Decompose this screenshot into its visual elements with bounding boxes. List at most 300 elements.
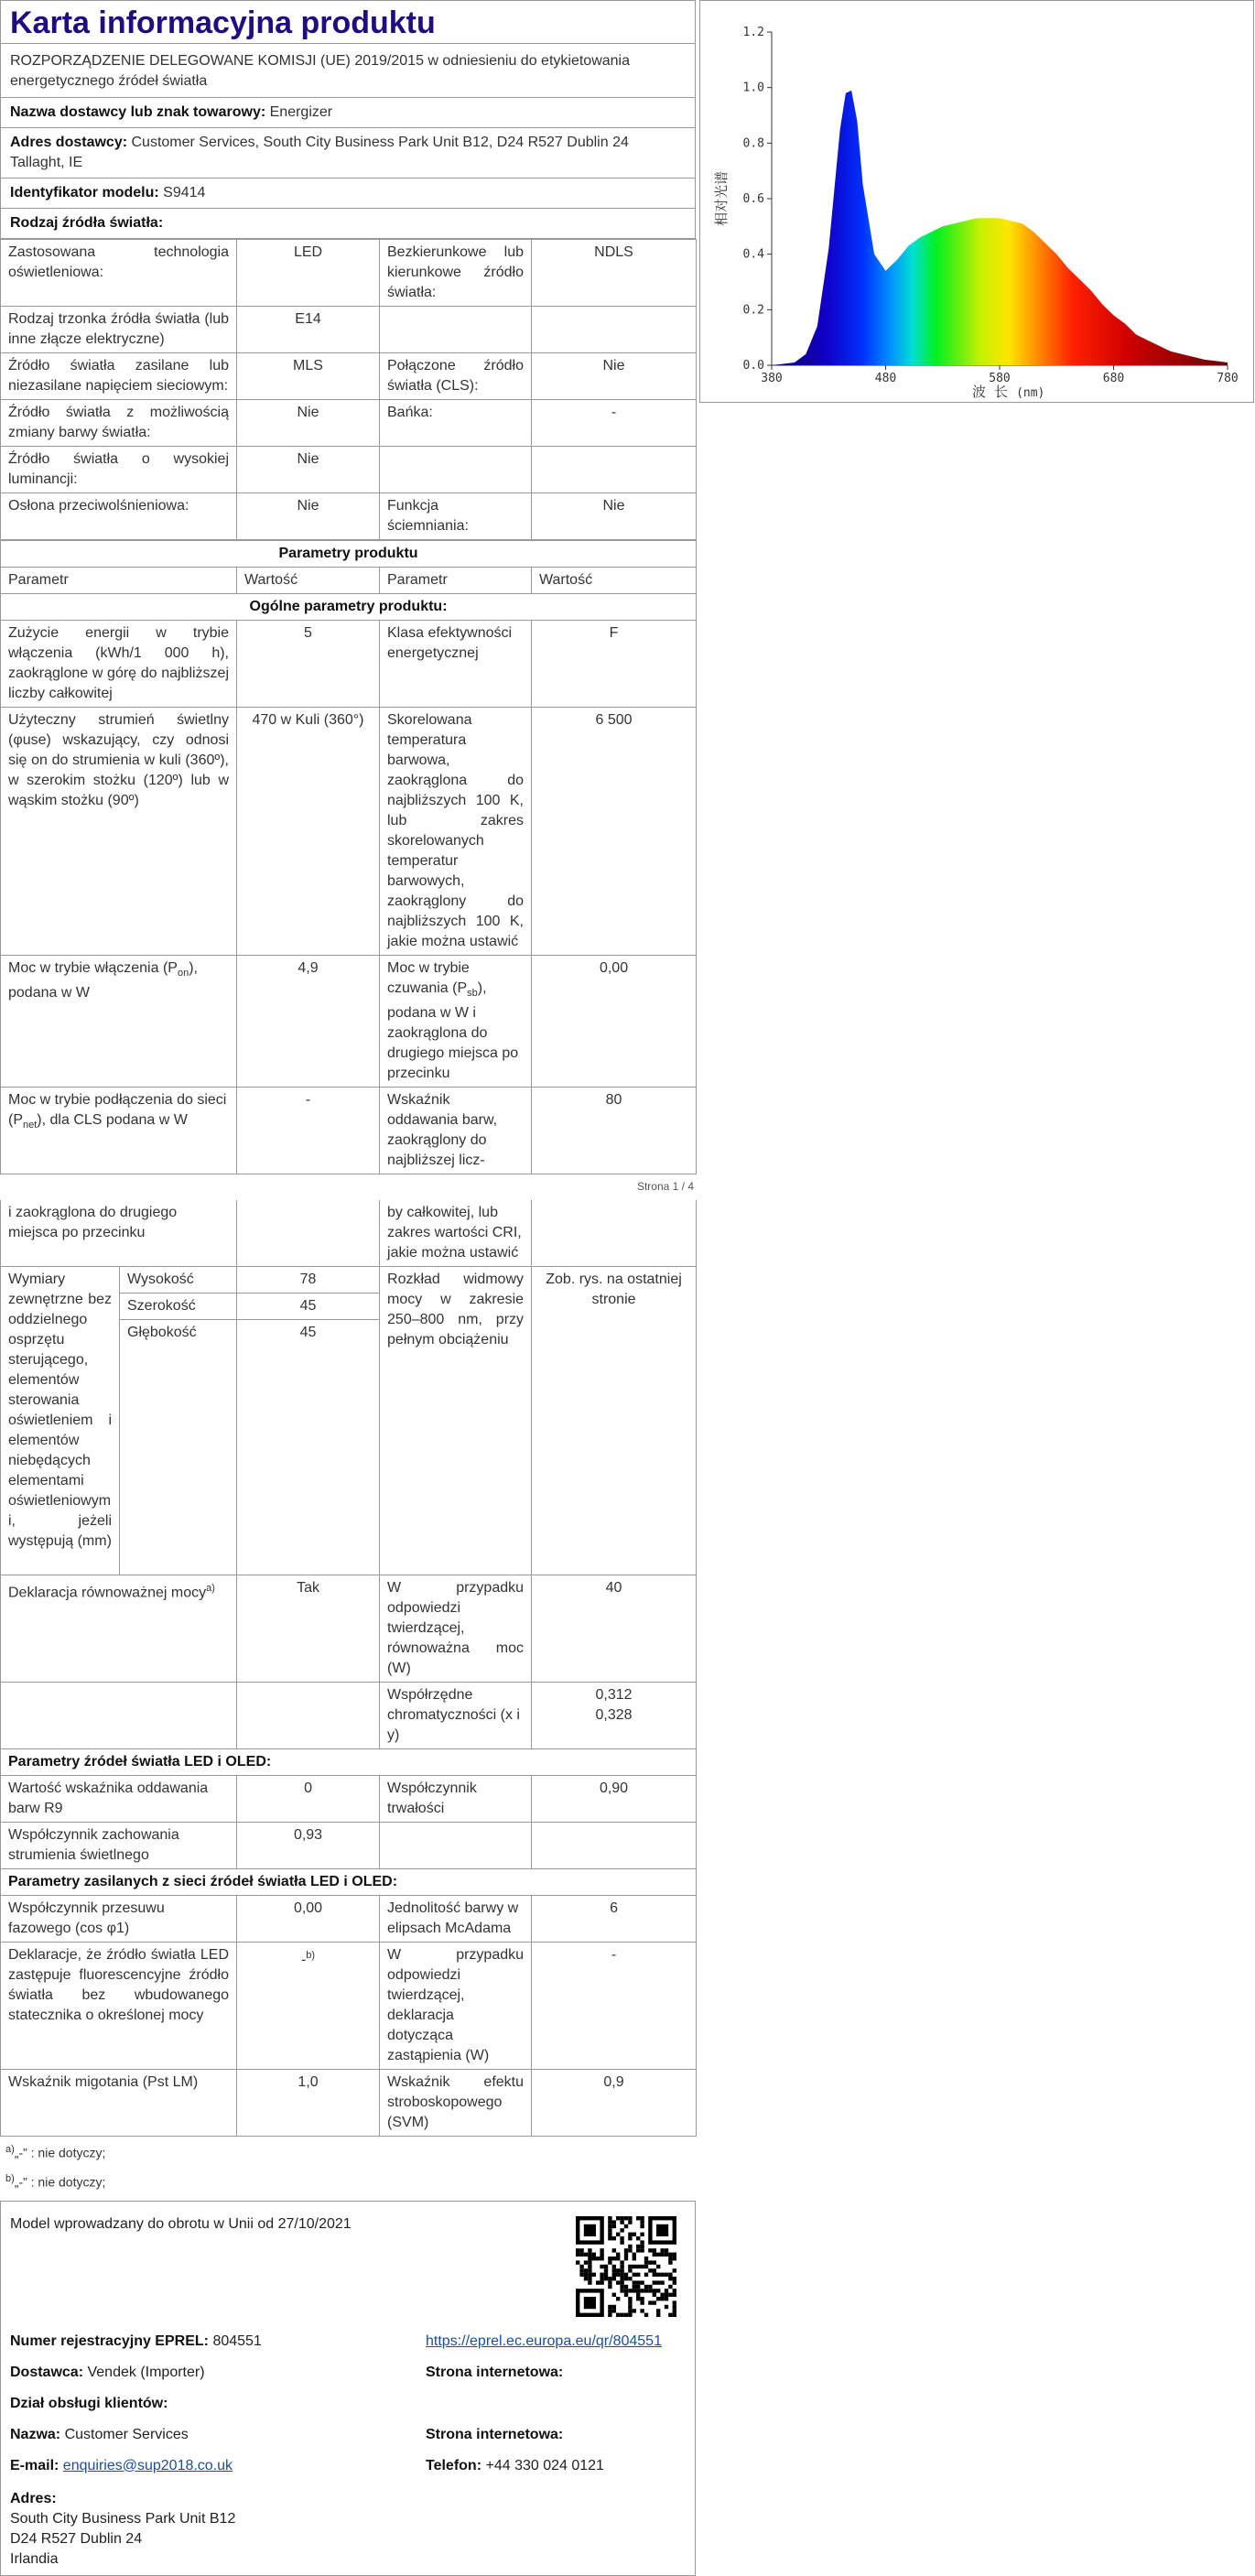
lum-empty-2: [532, 1823, 697, 1869]
qr-module: [616, 2312, 620, 2316]
qr-module: [648, 2248, 652, 2252]
spd-label: Rozkład widmowy mocy w zakresie 250–800 nm, przy pełnym obciążeniu: [380, 1267, 532, 1575]
qr-module: [612, 2224, 616, 2227]
dostawca-value: Vendek (Importer): [87, 2364, 205, 2380]
chroma-value: [532, 1683, 697, 1749]
depth-label: Głębokość: [120, 1320, 237, 1575]
flux-row: [1, 708, 697, 956]
cri-value: 80: [532, 1088, 697, 1174]
qr-module: [620, 2228, 623, 2232]
qr-module: [653, 2268, 656, 2272]
qr-module: [640, 2289, 644, 2292]
qr-module: [579, 2252, 583, 2256]
addr-line3: Irlandia: [10, 2550, 59, 2567]
type-header: [1, 208, 695, 238]
type-row-label: Rodzaj trzonka źródła światła (lub inne złącze elektryczne): [1, 307, 237, 353]
qr-module: [620, 2220, 623, 2224]
qr-module: [636, 2280, 640, 2284]
equiv-row: [1, 1575, 697, 1683]
cct-value: 6 500: [532, 708, 697, 956]
qr-module: [608, 2216, 611, 2220]
spectrum-chart: [699, 0, 1254, 403]
qr-module: [653, 2248, 656, 2252]
chroma-empty-2: [237, 1683, 380, 1749]
qr-module: [596, 2280, 600, 2284]
market-date: Model wprowadzany do obrotu w Unii od 27/10/2021: [10, 2215, 352, 2232]
equiv-w-value: 40: [532, 1575, 697, 1683]
qr-module: [620, 2280, 623, 2284]
pnet-sub: net: [23, 1120, 38, 1131]
qr-module: [673, 2312, 676, 2316]
x-tick-label: 580: [989, 372, 1011, 385]
chroma-empty-1: [1, 1683, 237, 1749]
type-header-label: Rodzaj źródła światła:: [10, 215, 164, 231]
qr-module: [624, 2289, 628, 2292]
lum-label: Współczynnik zachowania strumienia świetlnego: [1, 1823, 237, 1869]
qr-module: [620, 2236, 623, 2240]
qr-module: [656, 2224, 668, 2235]
qr-module: [644, 2284, 648, 2288]
qr-module: [673, 2309, 676, 2312]
energy-value: 5: [237, 621, 380, 708]
qr-module: [656, 2272, 660, 2276]
qr-module: [644, 2312, 648, 2316]
equiv-label-text: Deklaracja równoważnej mocy: [8, 1585, 207, 1601]
params-header-row: [1, 541, 697, 568]
qr-module: [673, 2277, 676, 2280]
width-label: Szerokość: [120, 1293, 237, 1320]
qr-module: [628, 2309, 632, 2312]
type-row-value-2: [532, 307, 697, 353]
qr-module: [660, 2280, 664, 2284]
qr-module: [656, 2264, 660, 2268]
qr-module: [648, 2284, 652, 2288]
params-table: [0, 540, 697, 1174]
type-row-value: Nie: [237, 493, 380, 540]
qr-module: [624, 2252, 628, 2256]
type-row: [1, 493, 697, 540]
equiv-value: Tak: [237, 1575, 380, 1683]
type-row-label: Źródło światła z możliwością zmiany barwy światła:: [1, 400, 237, 447]
qr-module: [628, 2236, 632, 2240]
flux-label: Użyteczny strumień świetlny (φuse) wskazujący, czy odnosi się on do strumienia w kuli (360º), w szerokim stożku (120º) lub w wąskim stożku (90º): [1, 708, 237, 956]
qr-module: [616, 2232, 620, 2235]
qr-module: [640, 2248, 644, 2252]
pnet-value: -: [237, 1088, 380, 1174]
qr-module: [620, 2289, 623, 2292]
type-row-label-2: [380, 307, 532, 353]
lum-empty-1: [380, 1823, 532, 1869]
qr-module: [636, 2284, 640, 2288]
qr-module: [612, 2272, 616, 2276]
power-row: [1, 956, 697, 1088]
addr-line2: D24 R527 Dublin 24: [10, 2530, 143, 2547]
col-value-1: Wartość: [237, 568, 380, 594]
type-row-label-2: [380, 447, 532, 493]
qr-module: [668, 2284, 672, 2288]
qr-module: [620, 2268, 623, 2272]
qr-module: [612, 2304, 616, 2308]
page-break: [0, 1174, 696, 1200]
qr-module: [660, 2272, 664, 2276]
qr-module: [653, 2260, 656, 2264]
type-row-value-2: NDLS: [532, 240, 697, 307]
psb-sub: sb: [467, 988, 478, 1000]
supplier-info-box: [0, 2201, 696, 2576]
qr-module: [628, 2244, 632, 2247]
fluo-value-text: -: [300, 1952, 307, 1968]
y-tick-label: 0.4: [742, 247, 764, 262]
qr-module: [608, 2260, 611, 2264]
email-label: E-mail:: [10, 2457, 60, 2473]
qr-module: [620, 2264, 623, 2268]
qr-module: [644, 2264, 648, 2268]
header-box: [0, 0, 696, 239]
qr-module: [668, 2260, 672, 2264]
qr-module: [608, 2232, 611, 2235]
name-row: [10, 2427, 189, 2443]
qr-module: [624, 2272, 628, 2276]
dostawca-label: Dostawca:: [10, 2364, 84, 2380]
dims-row-height: [1, 1267, 697, 1293]
fluo-label: Deklaracje, że źródło światła LED zastępuje fluorescencyjne źródło światła bez wbudowanego statecznika o określonej mocy: [1, 1943, 237, 2070]
type-row-value: Nie: [237, 447, 380, 493]
mcadam-value: 6: [532, 1896, 697, 1943]
lum-value: 0,93: [237, 1823, 380, 1869]
pnet-cont-label: i zaokrąglona do drugiego miejsca po przecinku: [1, 1200, 237, 1267]
general-header-row: [1, 594, 697, 621]
qr-module: [633, 2232, 636, 2235]
depth-value: 45: [237, 1320, 380, 1575]
model-row: [1, 178, 695, 208]
qr-module: [633, 2289, 636, 2292]
qr-module: [628, 2216, 632, 2220]
qr-module: [584, 2277, 588, 2280]
type-row-value-2: -: [532, 400, 697, 447]
qr-module: [628, 2264, 632, 2268]
qr-module: [640, 2309, 644, 2312]
chroma-row: [1, 1683, 697, 1749]
qr-module: [636, 2292, 640, 2296]
fluo-claim-value: -: [532, 1943, 697, 2070]
qr-module: [665, 2289, 668, 2292]
qr-module: [656, 2312, 660, 2316]
eprel-label: Numer rejestracyjny EPREL:: [10, 2332, 209, 2349]
class-value: F: [532, 621, 697, 708]
type-row-label-2: Bezkierunkowe lub kierunkowe źródło światła:: [380, 240, 532, 307]
supplier-value: Energizer: [269, 104, 333, 120]
email-link[interactable]: enquiries@sup2018.co.uk: [62, 2457, 233, 2473]
qr-module: [624, 2277, 628, 2280]
chroma-y: 0,328: [595, 1707, 633, 1724]
qr-module: [656, 2280, 660, 2284]
qr-module: [673, 2292, 676, 2296]
qr-module: [588, 2272, 591, 2276]
qr-module: [579, 2268, 583, 2272]
qr-module: [665, 2297, 668, 2300]
r9-row: [1, 1776, 697, 1823]
qr-code[interactable]: [576, 2216, 676, 2317]
type-row-label-2: Połączone źródło światła (CLS):: [380, 353, 532, 400]
col-param-2: Parametr: [380, 568, 532, 594]
qr-module: [668, 2277, 672, 2280]
equiv-sup: a): [206, 1583, 215, 1595]
qr-module: [653, 2289, 656, 2292]
col-value-2: Wartość: [532, 568, 697, 594]
page-title: Karta informacyjna produktu: [10, 5, 436, 40]
regulation-text: ROZPORZĄDZENIE DELEGOWANE KOMISJI (UE) 2019/2015 w odniesieniu do etykietowania energetycznego źródeł światła: [1, 43, 695, 97]
qr-module: [640, 2300, 644, 2304]
qr-module: [640, 2244, 644, 2247]
qr-module: [656, 2289, 660, 2292]
pf-label: Współczynnik przesuwu fazowego (cos φ1): [1, 1896, 237, 1943]
qr-module: [624, 2284, 628, 2288]
cri-label: Wskaźnik oddawania barw, zaokrąglony do najbliższej licz-: [380, 1088, 532, 1174]
qr-module: [620, 2240, 623, 2244]
spectrum-area: [772, 91, 1228, 365]
qr-module: [588, 2252, 591, 2256]
qr-module: [620, 2312, 623, 2316]
qr-module: [660, 2252, 664, 2256]
psb-label-b: ), podana w W i zaokrąglona do drugiego miejsca po przecinku: [387, 980, 519, 1082]
qr-module: [633, 2280, 636, 2284]
y-tick-label: 1.0: [742, 81, 764, 95]
flicker-row: [1, 2070, 697, 2137]
qr-module: [588, 2264, 591, 2268]
type-row-value: MLS: [237, 353, 380, 400]
qr-module: [588, 2280, 591, 2284]
qr-module: [588, 2268, 591, 2272]
qr-module: [653, 2252, 656, 2256]
x-tick-label: 480: [874, 372, 897, 385]
qr-module: [584, 2297, 596, 2309]
service-row: [10, 2396, 168, 2412]
qr-module: [633, 2252, 636, 2256]
qr-module: [620, 2284, 623, 2288]
cct-label: Skorelowana temperatura barwowa, zaokrąglona do najbliższych 100 K, lub zakres skorelowanych temperatur barwowych, zaokrąglony do najbliższych 100 K, jakie można ustawić: [380, 708, 532, 956]
qr-module: [588, 2257, 591, 2260]
qr-module: [592, 2257, 596, 2260]
addr-line1: South City Business Park Unit B12: [10, 2510, 236, 2527]
type-row-label: Źródło światła o wysokiej luminancji:: [1, 447, 237, 493]
qr-module: [576, 2260, 579, 2264]
address-block: [10, 2489, 235, 2570]
supplier-row: [1, 97, 695, 127]
y-tick-label: 0.8: [742, 136, 764, 151]
qr-module: [600, 2264, 603, 2268]
qr-module: [612, 2277, 616, 2280]
spectrum-svg: [700, 1, 1253, 402]
qr-module: [633, 2272, 636, 2276]
qr-module: [628, 2289, 632, 2292]
qr-module: [644, 2260, 648, 2264]
qr-module: [608, 2312, 611, 2316]
qr-module: [616, 2252, 620, 2256]
qr-module: [640, 2240, 644, 2244]
qr-module: [636, 2297, 640, 2300]
qr-module: [628, 2304, 632, 2308]
fluo-sup: b): [306, 1950, 316, 1962]
model-label: Identyfikator modelu:: [10, 185, 159, 200]
qr-module: [620, 2277, 623, 2280]
qr-module: [600, 2252, 603, 2256]
psb-value: 0,00: [532, 956, 697, 1088]
qr-module: [673, 2304, 676, 2308]
qr-module: [628, 2312, 632, 2316]
params-table-continued: [0, 1200, 697, 2137]
eprel-link[interactable]: [426, 2333, 662, 2350]
led-header: Parametry źródeł światła LED i OLED:: [1, 1749, 697, 1776]
qr-module: [588, 2260, 591, 2264]
qr-module: [665, 2304, 668, 2308]
footnotes: [0, 2137, 696, 2194]
pon-label-b: ), podana w W: [8, 960, 198, 1001]
qr-module: [600, 2277, 603, 2280]
mcadam-label: Jednolitość barwy w elipsach McAdama: [380, 1896, 532, 1943]
y-axis-label: 相对光谱: [713, 170, 730, 227]
surv-value: 0,90: [532, 1776, 697, 1823]
qr-module: [579, 2248, 583, 2252]
qr-module: [616, 2280, 620, 2284]
qr-module: [628, 2232, 632, 2235]
qr-module: [660, 2292, 664, 2296]
qr-module: [636, 2236, 640, 2240]
qr-module: [653, 2272, 656, 2276]
fluo-value: [237, 1943, 380, 2070]
energy-label: Zużycie energii w trybie włączenia (kWh/1 000 h), zaokrąglone w górę do najbliższej liczby całkowitej: [1, 621, 237, 708]
flicker-value: 1,0: [237, 2070, 380, 2137]
web2-label: Strona internetowa:: [426, 2426, 564, 2442]
y-tick-label: 1.2: [742, 26, 764, 39]
qr-module: [668, 2257, 672, 2260]
psb-label: [380, 956, 532, 1088]
footnote-b: [0, 2166, 696, 2195]
pon-label-a: Moc w trybie włączenia (P: [8, 960, 178, 976]
qr-module: [633, 2309, 636, 2312]
qr-module: [576, 2252, 579, 2256]
qr-module: [673, 2268, 676, 2272]
qr-module: [620, 2216, 623, 2220]
address-row: [1, 127, 695, 178]
qr-module: [640, 2224, 644, 2227]
qr-module: [636, 2289, 640, 2292]
qr-module: [665, 2292, 668, 2296]
qr-module: [665, 2248, 668, 2252]
r9-value: 0: [237, 1776, 380, 1823]
type-row: [1, 240, 697, 307]
address-value: Customer Services, South City Business Park Unit B12, D24 R527 Dublin 24 Tallaght, IE: [10, 135, 629, 170]
qr-module: [608, 2220, 611, 2224]
x-tick-label: 380: [761, 372, 783, 385]
type-row: [1, 400, 697, 447]
qr-module: [644, 2257, 648, 2260]
qr-module: [624, 2292, 628, 2296]
energy-row: [1, 621, 697, 708]
qr-module: [600, 2248, 603, 2252]
qr-module: [608, 2309, 611, 2312]
qr-module: [608, 2277, 611, 2280]
dims-label: Wymiary zewnętrzne bez oddzielnego osprzętu sterującego, elementów sterowania oświetleniem i elementów niebędących elementami oświetleniowymi, jeżeli występują (mm): [1, 1267, 120, 1575]
flux-value: 470 w Kuli (360°): [237, 708, 380, 956]
eprel-link-text[interactable]: https://eprel.ec.europa.eu/qr/804551: [426, 2332, 662, 2349]
qr-module: [656, 2252, 660, 2256]
params-header: Parametry produktu: [1, 541, 697, 568]
surv-label: Współczynnik trwałości: [380, 1776, 532, 1823]
qr-module: [624, 2257, 628, 2260]
pf-value: 0,00: [237, 1896, 380, 1943]
width-value: 45: [237, 1293, 380, 1320]
qr-module: [644, 2289, 648, 2292]
qr-module: [665, 2272, 668, 2276]
pnet-label: [1, 1088, 237, 1174]
phone-label: Telefon:: [426, 2457, 482, 2473]
qr-module: [608, 2224, 611, 2227]
qr-module: [604, 2277, 608, 2280]
qr-module: [576, 2248, 579, 2252]
footnote-a-mark: a): [5, 2144, 15, 2156]
dostawca-row: [10, 2365, 205, 2381]
qr-module: [665, 2252, 668, 2256]
type-row-value: LED: [237, 240, 380, 307]
type-row-label: Osłona przeciwolśnieniowa:: [1, 493, 237, 540]
address-label: Adres dostawcy:: [10, 135, 128, 150]
qr-module: [620, 2260, 623, 2264]
qr-module: [640, 2297, 644, 2300]
qr-module: [640, 2264, 644, 2268]
phone-value: +44 330 024 0121: [485, 2457, 604, 2473]
qr-module: [673, 2300, 676, 2304]
qr-module: [633, 2257, 636, 2260]
qr-module: [608, 2280, 611, 2284]
qr-module: [616, 2257, 620, 2260]
pnet-label-a: Moc w trybie podłączenia do sieci (P: [8, 1092, 227, 1129]
qr-module: [608, 2228, 611, 2232]
web2-row: [426, 2427, 563, 2443]
qr-module: [592, 2272, 596, 2276]
phone-row: [426, 2458, 604, 2474]
qr-module: [648, 2289, 652, 2292]
page-number: Strona 1 / 4: [636, 1180, 694, 1194]
qr-module: [624, 2216, 628, 2220]
qr-module: [636, 2248, 640, 2252]
qr-module: [640, 2216, 644, 2220]
qr-module: [633, 2264, 636, 2268]
qr-module: [612, 2257, 616, 2260]
general-header: Ogólne parametry produktu:: [1, 594, 697, 621]
qr-module: [616, 2268, 620, 2272]
qr-module: [608, 2284, 611, 2288]
qr-module: [628, 2300, 632, 2304]
led-header-row: [1, 1749, 697, 1776]
qr-module: [612, 2292, 616, 2296]
type-row-value-2: Nie: [532, 353, 697, 400]
type-row: [1, 447, 697, 493]
params-colnames-row: [1, 568, 697, 594]
qr-module: [608, 2257, 611, 2260]
qr-module: [584, 2268, 588, 2272]
qr-module: [668, 2272, 672, 2276]
type-table-body: [1, 240, 697, 540]
name-value: Customer Services: [64, 2426, 189, 2442]
svm-label: Wskaźnik efektu stroboskopowego (SVM): [380, 2070, 532, 2137]
qr-module: [660, 2297, 664, 2300]
qr-module: [628, 2220, 632, 2224]
psb-label-a: Moc w trybie czuwania (P: [387, 960, 470, 996]
qr-module: [640, 2220, 644, 2224]
supplier-label: Nazwa dostawcy lub znak towarowy:: [10, 104, 266, 120]
qr-module: [592, 2252, 596, 2256]
qr-module: [584, 2224, 596, 2235]
